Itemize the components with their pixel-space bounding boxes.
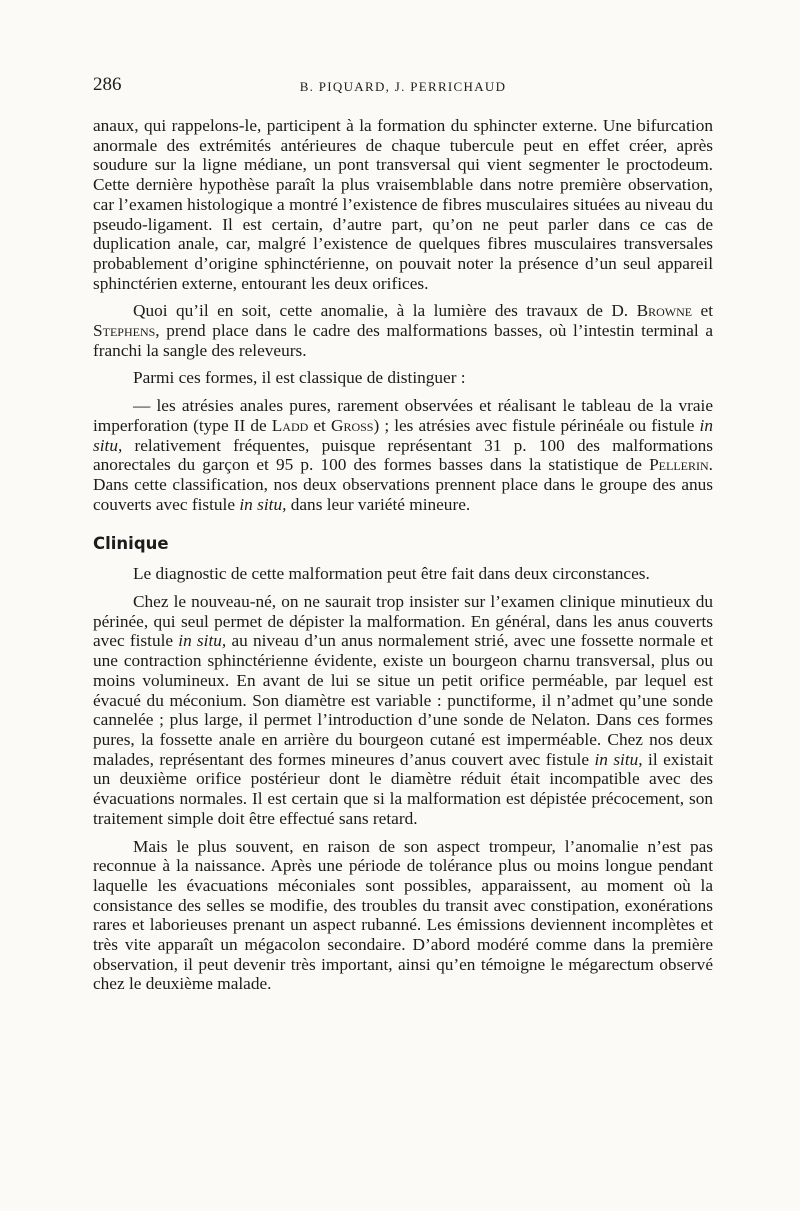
latin-term: in situ, [594, 749, 643, 769]
paragraph-late-diagnosis: Mais le plus souvent, en raison de son aspect trompeur, l’anomalie n’est pas reconnue à la naissance. Après une période de tolérance plus ou moins longue pendant laquelle les évacuations méconiales sont possibles, apparaissent, au moment où la consistance des selles se modifie, des troubles du transit avec constipation, exonérations rares et laborieuses prenant un aspect rubanné. Les émissions deviennent incomplètes et très vite apparaît un mégacolon secondaire. D’abord modéré comme dans la première observation, il peut devenir très important, ainsi qu’en témoigne le mégarectum observé chez le deuxième malade. [93, 836, 713, 994]
running-head-authors: B. PIQUARD, J. PERRICHAUD [299, 79, 507, 94]
text-run: ) ; les atrésies avec fistule périnéale ou fistule [373, 415, 700, 435]
author-stephens: Stephens [93, 321, 156, 341]
text-run: dans leur variété mineure. [286, 494, 471, 514]
text-run: Quoi qu’il en soit, cette anomalie, à la lumière des travaux de D. [133, 301, 637, 321]
latin-term: in situ, [93, 415, 713, 455]
paragraph-forms-intro: Parmi ces formes, il est classique de distinguer : [133, 368, 466, 388]
text-run: au niveau d’un anus normalement strié, avec une fossette normale et une contraction sphinctérienne évidente, existe un bourgeon charnu transversal, plus ou moins volumineux. En avant de lui se situe un petit orifice perméable, par lequel est évacué du méconium. Son diamètre est variable : punctiforme, il n’admet qu’une sonde cannelée ; plus large, il permet l’introduction d’une sonde de Nelaton. Dans ces formes pures, la fossette anale en arrière du bourgeon cutané est imperméable. Chez nos deux malades, représentant des formes mineures d’anus couvert avec fistule [93, 631, 714, 769]
paragraph-atresia-list [93, 396, 713, 514]
text-run: il existait un deuxième orifice postérieur dont le diamètre réduit était incompatible avec des évacuations normales. Il est certain que si la malformation est dépistée précocement, son traitement simple doit être effectué sans retard. [93, 749, 713, 828]
page-header [93, 74, 713, 102]
text-run: relativement fréquentes, puisque représentant 31 p. 100 des malformations anorectales du garçon et 95 p. 100 des formes basses dans la statistique de [93, 435, 713, 475]
author-pellerin: Pellerin [649, 455, 709, 475]
latin-term: in situ, [239, 494, 287, 514]
page-number: 286 [93, 74, 122, 95]
text-run: et [308, 415, 331, 435]
text-run: Chez le nouveau-né, on ne saurait trop insister sur l’examen clinique minutieux du périnée, qui seul permet de dépister la malformation. En général, dans les anus couverts avec fistule [93, 592, 713, 651]
author-browne: Browne [636, 301, 693, 321]
text-run: , prend place dans le cadre des malformations basses, où l’intestin terminal a franchi la sangle des releveurs. [93, 321, 713, 360]
text-run: et [692, 301, 713, 321]
article-body [93, 116, 713, 994]
text-run: . Dans cette classification, nos deux observations prennent place dans le groupe des anus couverts avec fistule [93, 455, 713, 514]
paragraph-diagnosis: Le diagnostic de cette malformation peut être fait dans deux circonstances. [133, 564, 650, 584]
paragraph-continuation: anaux, qui rappelons-le, participent à la formation du sphincter externe. Une bifurcation anormale des extrémités antérieures de chaque tubercule peut en effet créer, après soudure sur la ligne médiane, un pont transversal qui vient segmenter le proctodeum. Cette dernière hypothèse paraît la plus vraisemblable dans notre première observation, car l’examen histologique a montré l’existence de fibres musculaires situées au niveau du pseudo-ligament. Il est certain, d’autre part, qu’on ne peut parler dans ce cas de duplication anale, car, malgré l’existence de quelques fibres musculaires transversales probablement d’origine sphinctérienne, on pouvait noter la présence d’un seul appareil sphinctérien externe, entourant les deux orifices. [93, 116, 713, 293]
text-run: — les atrésies anales pures, rarement observées et réalisant le tableau de la vraie imperforation (type II de [93, 396, 713, 435]
latin-term: in situ, [178, 631, 227, 651]
author-gross: Gross [330, 415, 374, 435]
author-ladd: Ladd [271, 415, 309, 435]
paragraph-newborn [93, 592, 713, 828]
section-heading: Clinique [93, 534, 169, 554]
paragraph-classification [93, 301, 713, 360]
